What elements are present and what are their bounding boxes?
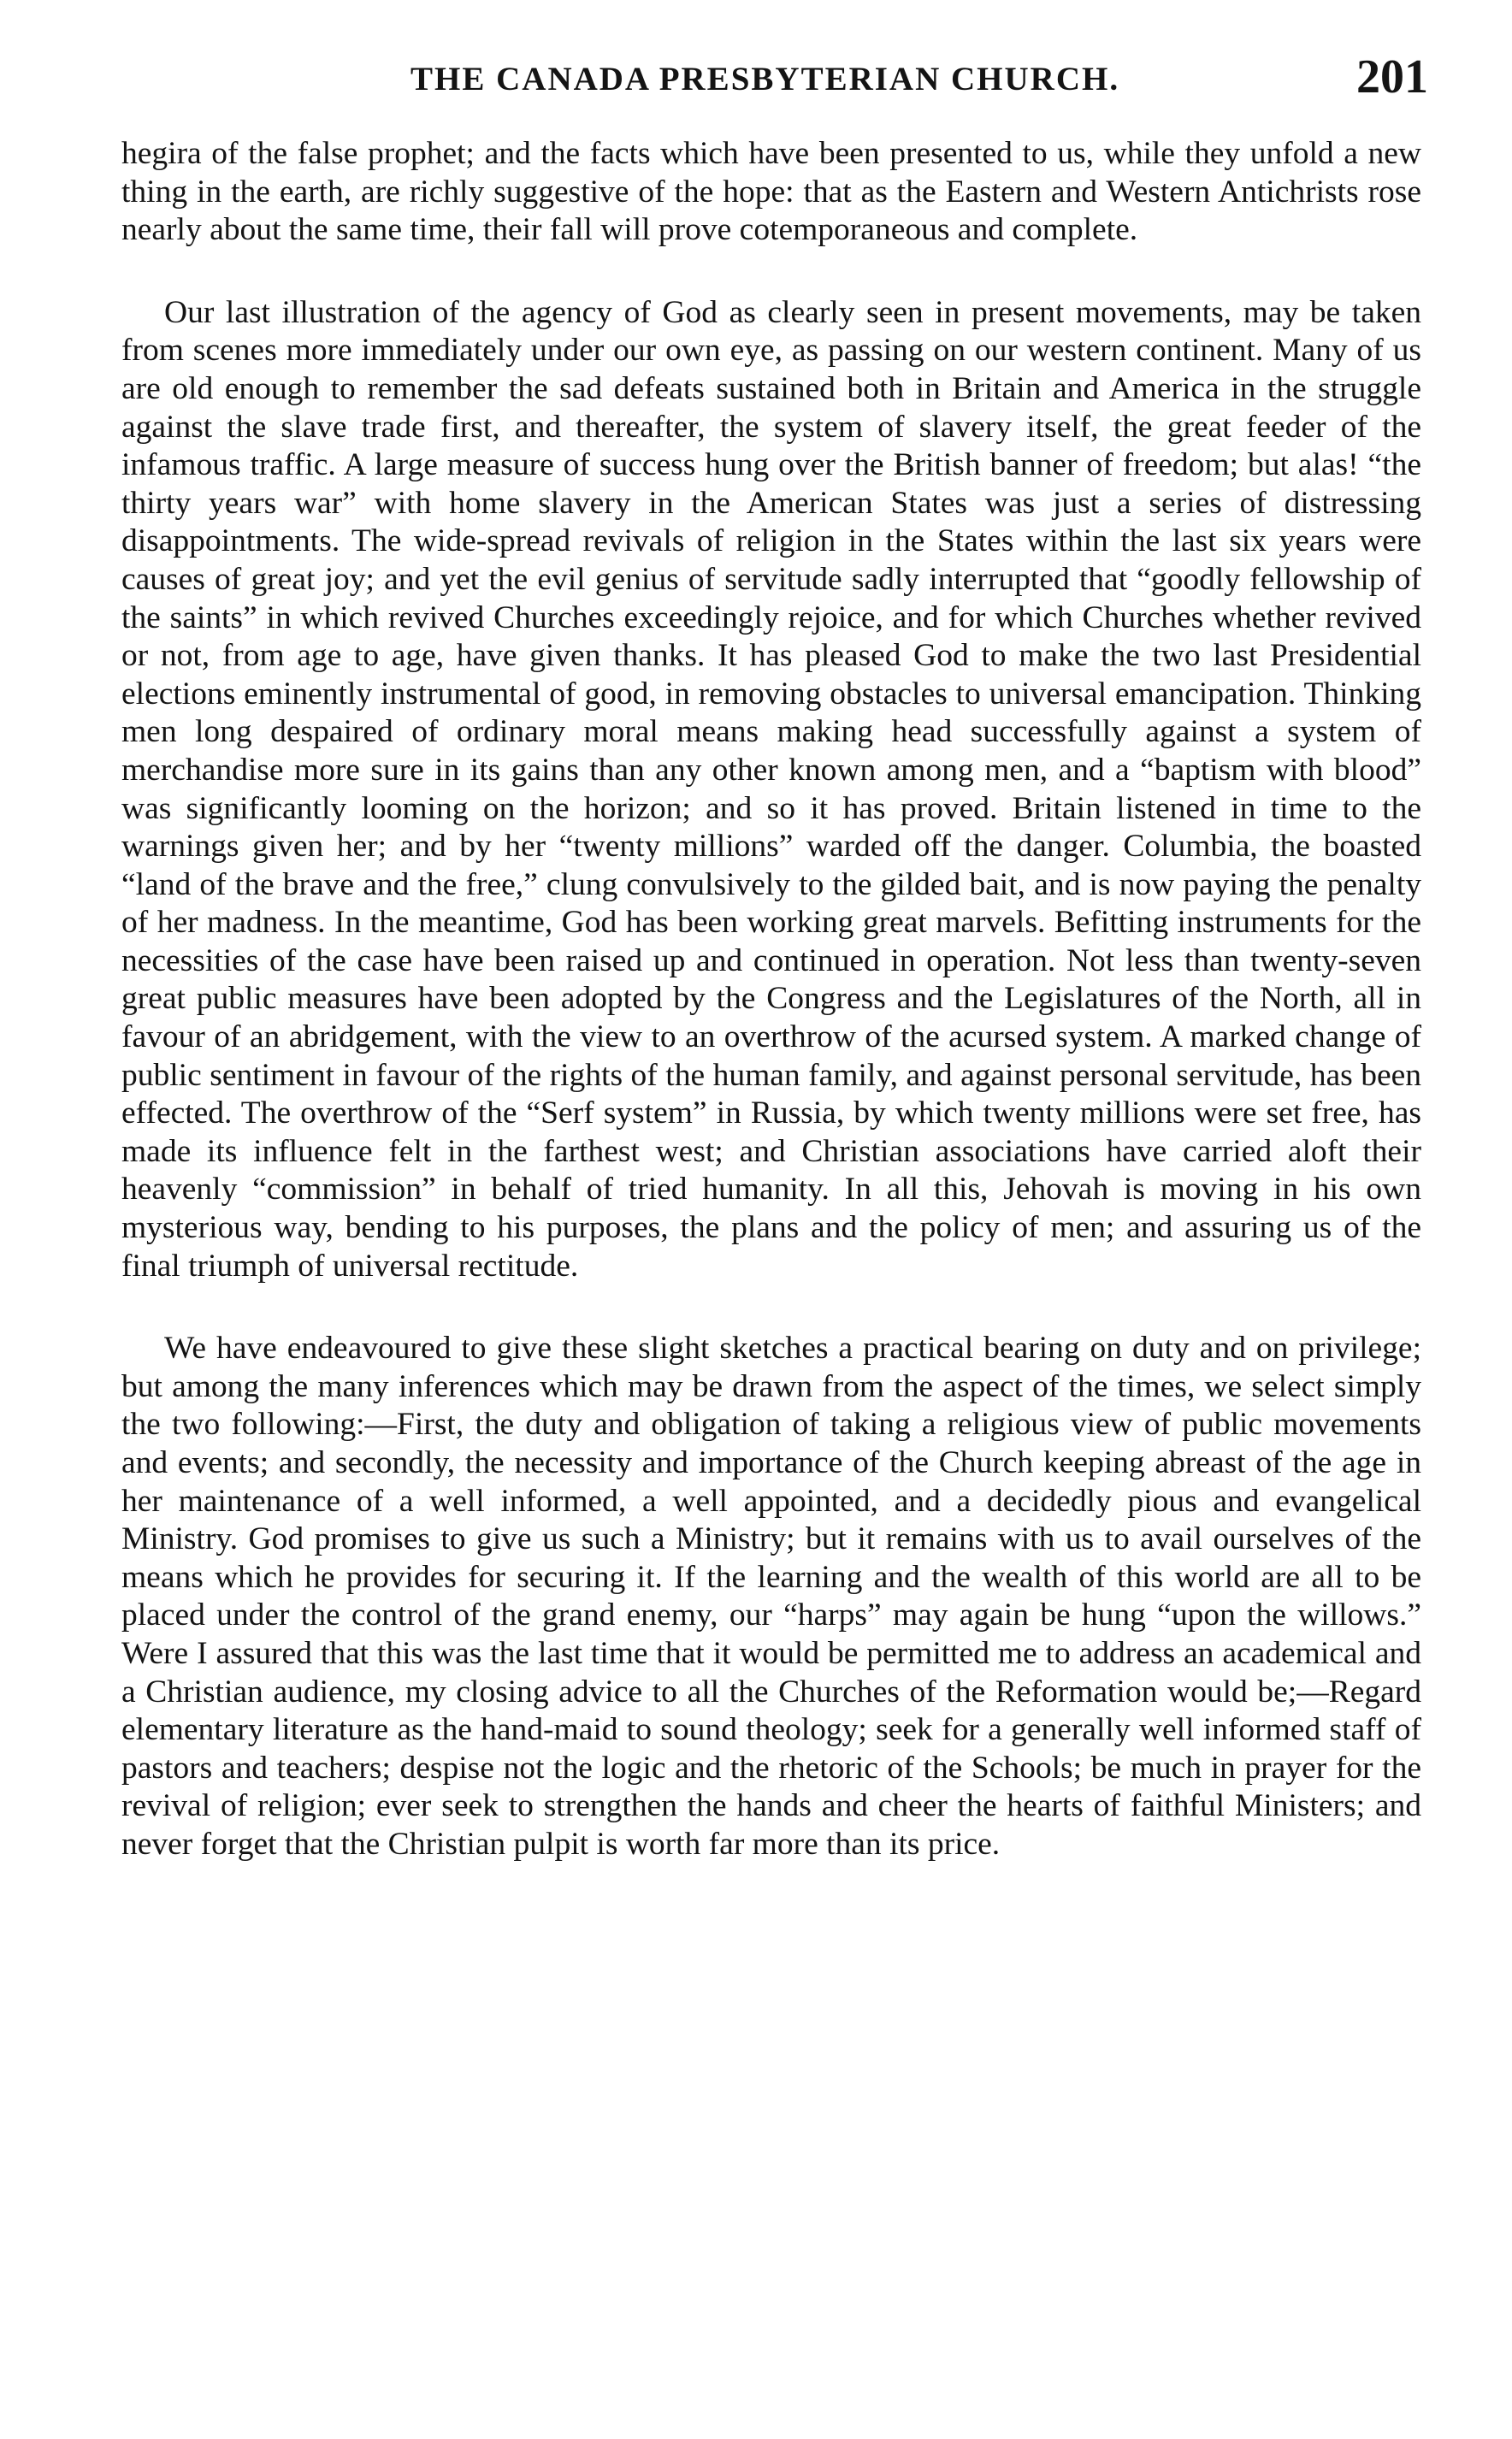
body-text: [121, 135, 1421, 1864]
running-title: THE CANADA PRESBYTERIAN CHURCH.: [410, 61, 1120, 97]
page-number: 201: [1356, 50, 1428, 103]
paragraph-slavery-illustration: Our last illustration of the agency of God as clearly seen in present movements, may be taken from scenes more immediately under our own eye, as passing on our western continent. Many of us are old enough to remember the sad defeats sustained both in Britain and America in the struggle against the slave trade first, and thereafter, the system of slavery itself, the great feeder of the infamous traffic. A large measure of success hung over the British banner of freedom; but alas! “the thirty years war” with home slavery in the American States was just a series of distressing disappointments. The wide-spread revivals of religion in the States within the last six years were causes of great joy; and yet the evil genius of servitude sadly interrupted that “goodly fellowship of the saints” in which revived Churches exceedingly rejoice, and for which Churches whether revived or not, from age to age, have given thanks. It has pleased God to make the two last Presidential elections eminently instrumental of good, in removing obstacles to universal emancipation. Thinking men long despaired of ordinary moral means making head successfully against a system of merchandise more sure in its gains than any other known among men, and a “baptism with blood” was significantly looming on the horizon; and so it has proved. Britain listened in time to the warnings given her; and by her “twenty millions” warded off the danger. Columbia, the boasted “land of the brave and the free,” clung convulsively to the gilded bait, and is now paying the penalty of her madness. In the meantime, God has been working great marvels. Befitting instruments for the necessities of the case have been raised up and continued in operation. Not less than twenty-seven great public measures have been adopted by the Congress and the Legislatures of the North, all in favour of an abridgement, with the view to an overthrow of the acursed system. A marked change of public sentiment in favour of the rights of the human family, and against personal servitude, has been effected. The overthrow of the “Serf system” in Russia, by which twenty millions were set free, has made its influence felt in the farthest west; and Christian associations have carried aloft their heavenly “commission” in behalf of tried humanity. In all this, Jehovah is moving in his own mysterious way, bending to his purposes, the plans and the policy of men; and assuring us of the final triumph of universal rectitude.: [121, 294, 1421, 1284]
paragraph-closing-advice: We have endeavoured to give these slight sketches a practical bearing on duty and on privilege; but among the many inferences which may be drawn from the aspect of the times, we select simply the two following:—First, the duty and obligation of taking a religious view of public movements and events; and secondly, the necessity and importance of the Church keeping abreast of the age in her maintenance of a well informed, a well appointed, and a decidedly pious and evangelical Ministry. God promises to give us such a Ministry; but it remains with us to avail ourselves of the means which he provides for securing it. If the learning and the wealth of this world are all to be placed under the control of the grand enemy, our “harps” may again be hung “upon the willows.” Were I assured that this was the last time that it would be permitted me to address an academical and a Christian audience, my closing advice to all the Churches of the Reformation would be;—Regard elementary literature as the hand-maid to sound theology; seek for a generally well informed staff of pastors and teachers; despise not the logic and the rhetoric of the Schools; be much in prayer for the revival of religion; ever seek to strengthen the hands and cheer the hearts of faithful Ministers; and never forget that the Christian pulpit is worth far more than its price.: [121, 1331, 1421, 1862]
paragraph-continued: hegira of the false prophet; and the facts which have been presented to us, while they unfold a new thing in the earth, are richly suggestive of the hope: that as the Eastern and Western Antichrists rose nearly about the same time, their fall will prove cotemporaneous and complete.: [121, 136, 1421, 248]
running-head: [120, 50, 1428, 109]
